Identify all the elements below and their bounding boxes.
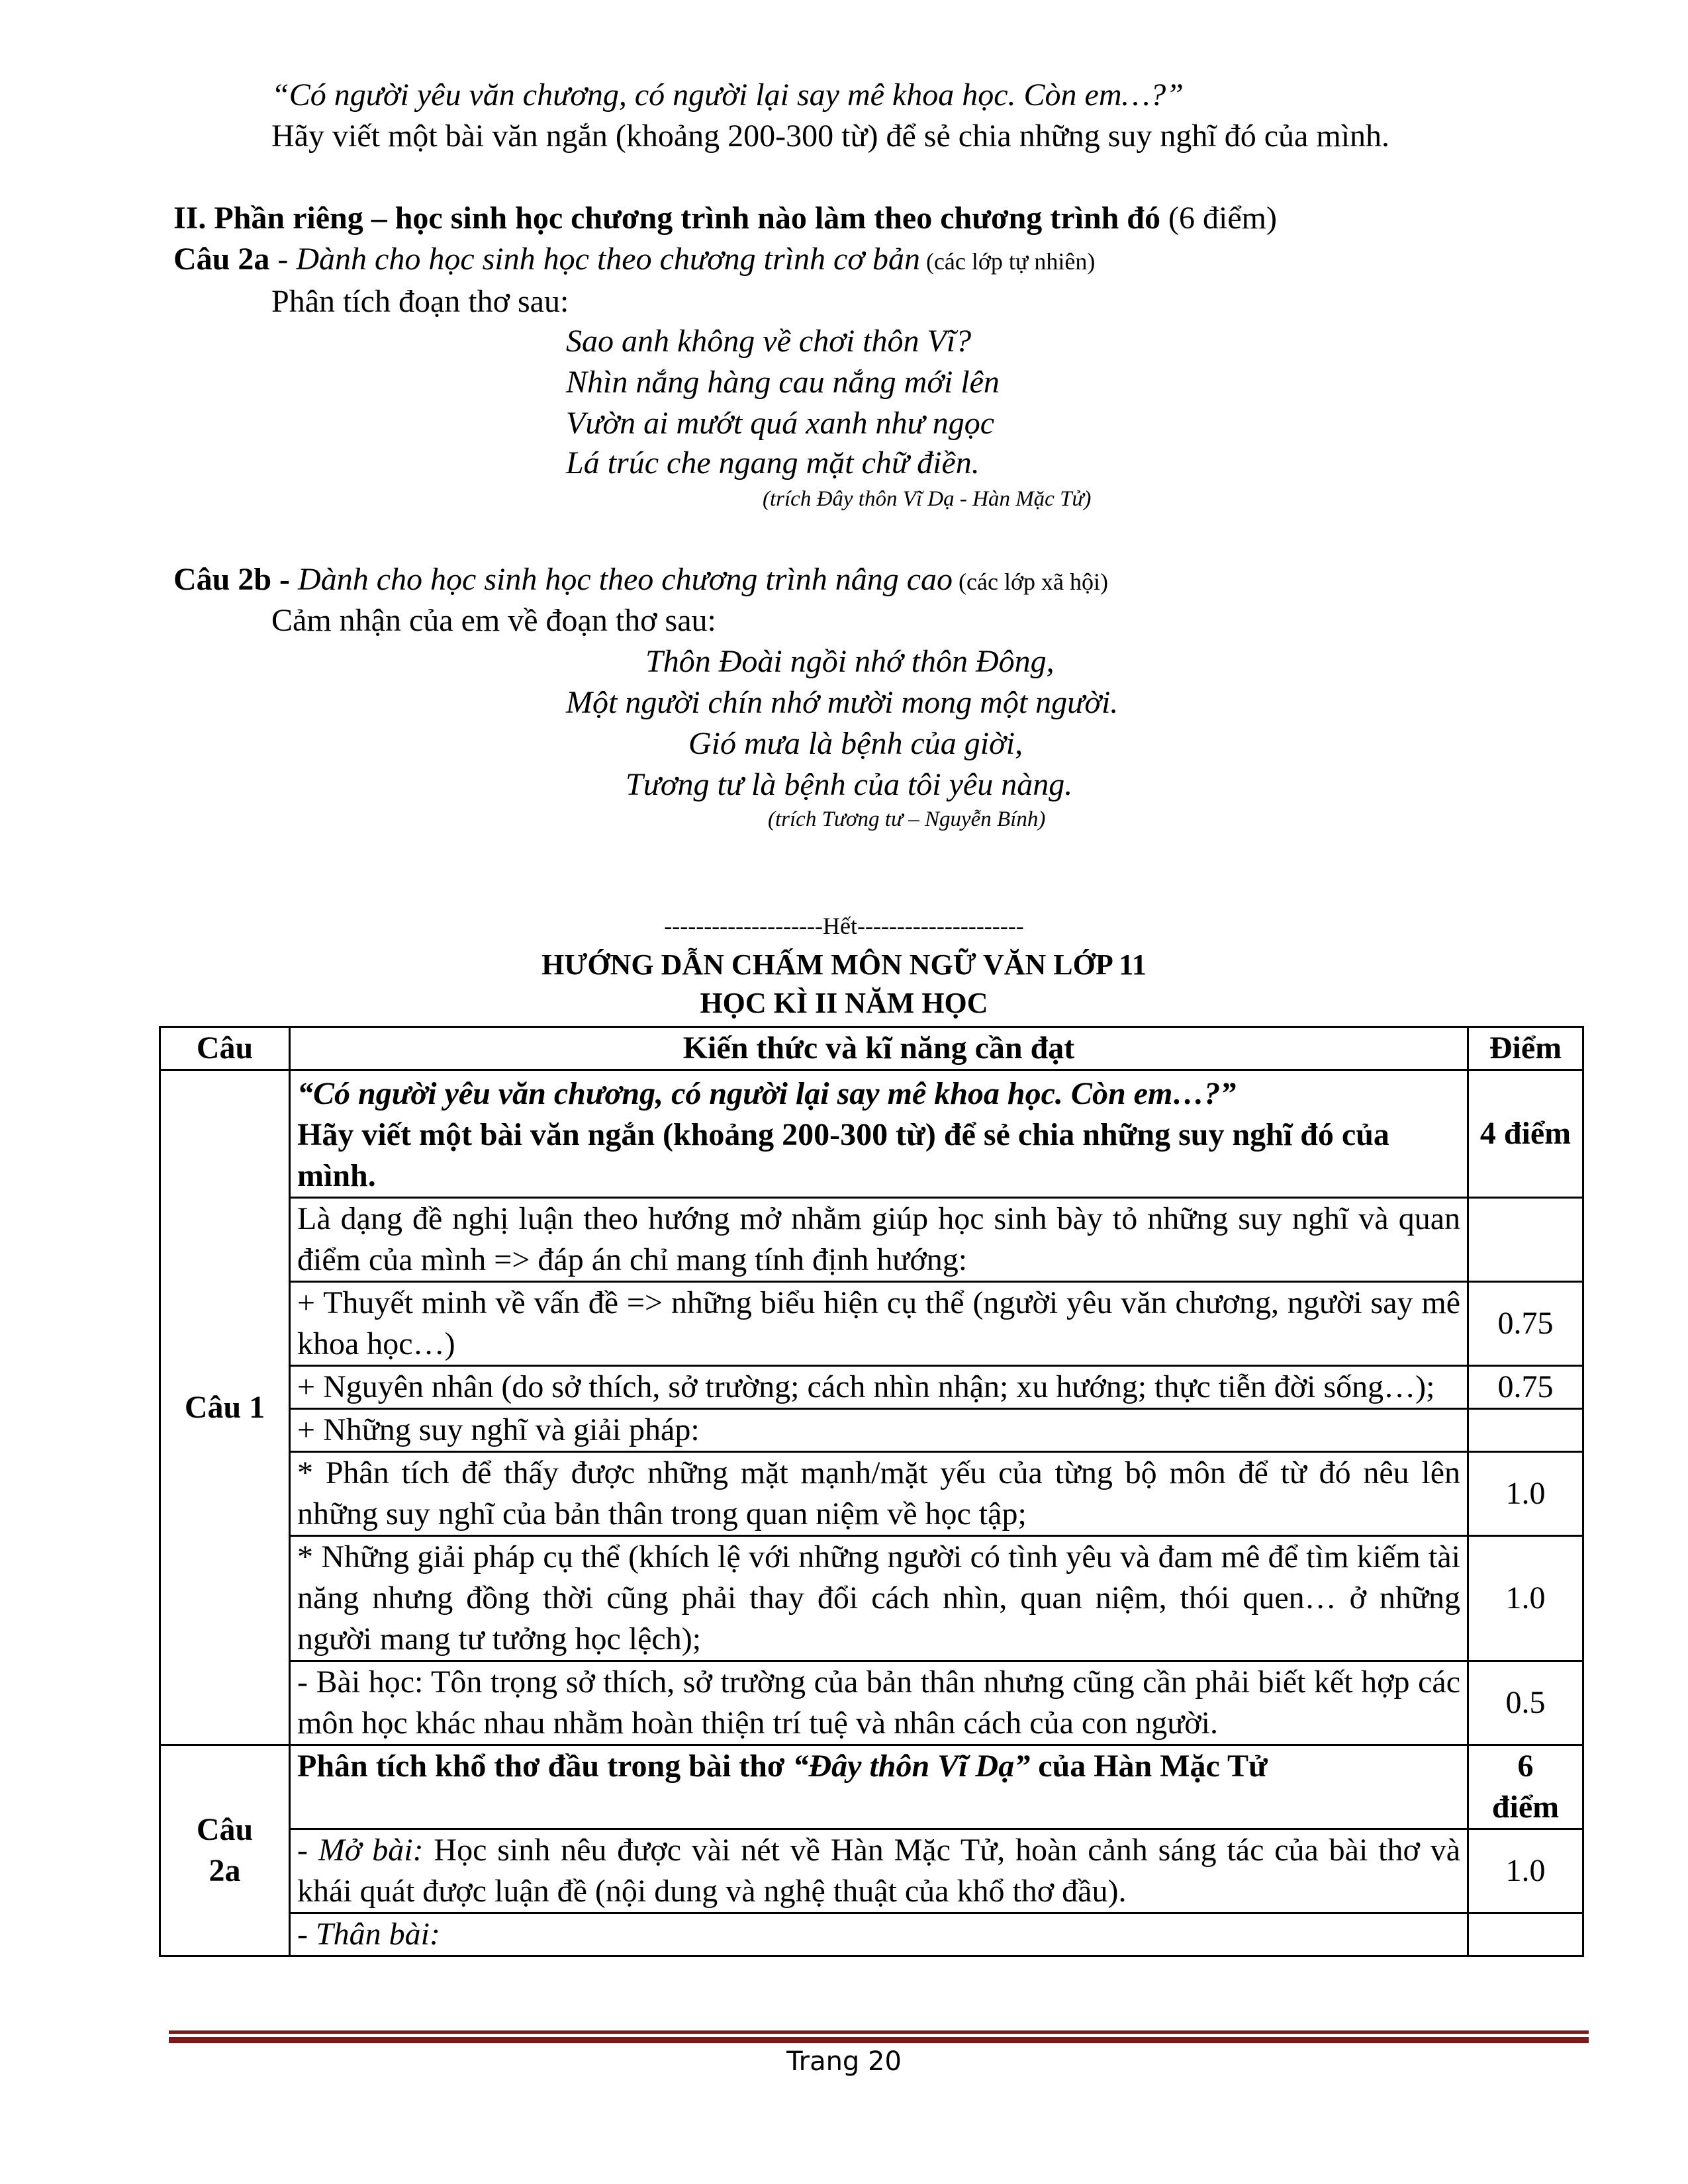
q2a-poem-line: Vườn ai mướt quá xanh như ngọc: [566, 406, 995, 441]
score-cell: 1.0: [1468, 1452, 1583, 1536]
score-cell: 1.0: [1468, 1536, 1583, 1661]
score-cell: [1468, 1198, 1583, 1282]
q2a-prompt-title: “Đây thôn Vĩ Dạ”: [792, 1749, 1031, 1784]
guide-title: HƯỚNG DẪN CHẤM MÔN NGỮ VĂN LỚP 11: [541, 948, 1147, 981]
q2a-poem-line: Sao anh không về chơi thôn Vĩ?: [566, 324, 972, 359]
q2a-prompt-post: của Hàn Mặc Tử: [1030, 1749, 1268, 1784]
q2a-source: (trích Đây thôn Vĩ Dạ - Hàn Mặc Tử): [763, 487, 1092, 511]
q2a-prompt-pre: Phân tích khổ thơ đầu trong bài thơ: [297, 1749, 793, 1784]
guide-subtitle: HỌC KÌ II NĂM HỌC: [700, 987, 988, 1019]
footer-rule: [169, 2037, 1589, 2043]
q2a-header: [173, 241, 1095, 277]
header-criteria: Kiến thức và kĩ năng cần đạt: [290, 1027, 1468, 1070]
score-cell: 1.0: [1468, 1829, 1583, 1913]
table-header-row: [160, 1027, 1583, 1070]
score-cell: 0.75: [1468, 1282, 1583, 1366]
q2a-note: (các lớp tự nhiên): [919, 248, 1096, 275]
q2b-poem-line: Tương tư là bệnh của tôi yêu nàng.: [626, 767, 1073, 802]
criteria-cell: * Phân tích để thấy được những mặt mạnh/mặt yếu của từng bộ môn để từ đó nêu lên những suy nghĩ của bản thân trong quan niệm về học tập;: [290, 1452, 1468, 1536]
q2b-desc: Dành cho học sinh học theo chương trình nâng cao: [298, 562, 953, 597]
q2b-source: (trích Tương tư – Nguyễn Bính): [768, 807, 1046, 831]
q2b-poem-line: Thôn Đoài ngồi nhớ thôn Đông,: [645, 644, 1055, 679]
score-cell: 0.75: [1468, 1366, 1583, 1409]
table-row: [160, 1198, 1583, 1282]
score-cell: 0.5: [1468, 1661, 1583, 1745]
part2-heading-text: II. Phần riêng – học sinh học chương trình nào làm theo chương trình đó: [173, 201, 1160, 236]
header-question: Câu: [160, 1027, 290, 1070]
q1-prompt-quote: “Có người yêu văn chương, có người lại say mê khoa học. Còn em…?”: [297, 1076, 1237, 1111]
intro-quote: “Có người yêu văn chương, có người lại say mê khoa học. Còn em…?”: [271, 77, 1184, 113]
table-row: [160, 1366, 1583, 1409]
footer-rule: [169, 2030, 1589, 2034]
table-row: [160, 1409, 1583, 1452]
criteria-cell: - Bài học: Tôn trọng sở thích, sở trường của bản thân nhưng cũng cần phải biết kết hợp các môn học khác nhau nhằm hoàn thiện trí tuệ và nhân cách của con người.: [290, 1661, 1468, 1745]
criteria-cell: * Những giải pháp cụ thể (khích lệ với những người có tình yêu và đam mê để tìm kiếm tài năng nhưng đồng thời cũng phải thay đổi cách nhìn, quan niệm, thói quen… ở những người mang tư tưởng học lệch);: [290, 1536, 1468, 1661]
q2b-header: [173, 561, 1108, 598]
q1-prompt-task: Hãy viết một bài văn ngắn (khoảng 200-300 từ) để sẻ chia những suy nghĩ đó của mình.: [297, 1117, 1389, 1193]
table-row: [160, 1452, 1583, 1536]
table-row: [160, 1536, 1583, 1661]
q2a-intro: [290, 1829, 1468, 1913]
q2a-row-label: Câu 2a: [160, 1745, 290, 1956]
table-row: [160, 1829, 1583, 1913]
q2b-poem-line: Gió mưa là bệnh của giời,: [688, 726, 1023, 761]
q2a-prompt: [290, 1745, 1468, 1829]
q1-label: Câu 1: [160, 1070, 290, 1745]
criteria-cell: + Thuyết minh về vấn đề => những biểu hiện cụ thể (người yêu văn chương, người say mê khoa học…): [290, 1282, 1468, 1366]
criteria-cell: + Nguyên nhân (do sở thích, sở trường; cách nhìn nhận; xu hướng; thực tiễn đời sống…);: [290, 1366, 1468, 1409]
q2a-label: Câu 2a: [173, 242, 270, 277]
q2b-note: (các lớp xã hội): [953, 569, 1108, 595]
q2a-instruction: Phân tích đoạn thơ sau:: [271, 284, 569, 319]
q2a-poem-line: Nhìn nắng hàng cau nắng mới lên: [566, 365, 1000, 400]
page-number: Trang 20: [786, 2046, 902, 2077]
table-row: [160, 1913, 1583, 1956]
q2b-label: Câu 2b -: [173, 562, 299, 597]
part2-heading: [173, 200, 1277, 236]
table-row: [160, 1070, 1583, 1198]
score-cell: [1468, 1409, 1583, 1452]
criteria-cell: Là dạng đề nghị luận theo hướng mở nhằm giúp học sinh bày tỏ những suy nghĩ và quan điểm của mình => đáp án chỉ mang tính định hướng:: [290, 1198, 1468, 1282]
table-row: [160, 1282, 1583, 1366]
q2b-instruction: Cảm nhận của em về đoạn thơ sau:: [271, 603, 716, 638]
q2a-desc: - Dành cho học sinh học theo chương trình cơ bản: [269, 242, 920, 277]
q2a-poem-line: Lá trúc che ngang mặt chữ điền.: [566, 445, 980, 480]
end-marker: --------------------Hết---------------------: [664, 913, 1024, 939]
q2a-body-label: - Thân bài:: [290, 1913, 1468, 1956]
q1-prompt: [290, 1070, 1468, 1198]
criteria-cell: + Những suy nghĩ và giải pháp:: [290, 1409, 1468, 1452]
q2a-intro-text: Học sinh nêu được vài nét về Hàn Mặc Tử, hoàn cảnh sáng tác của bài thơ và khái quát được luận đề (nội dung và nghệ thuật của khổ thơ đầu).: [297, 1833, 1461, 1909]
q2a-intro-label: - Mở bài:: [297, 1833, 424, 1868]
q2a-prompt-score: 6 điểm: [1468, 1745, 1583, 1829]
intro-task: Hãy viết một bài văn ngắn (khoảng 200-300 từ) để sẻ chia những suy nghĩ đó của mình.: [271, 118, 1390, 154]
score-cell: [1468, 1913, 1583, 1956]
table-row: [160, 1661, 1583, 1745]
header-score: Điểm: [1468, 1027, 1583, 1070]
rubric-table: [159, 1026, 1584, 1957]
q1-prompt-score: 4 điểm: [1468, 1070, 1583, 1198]
table-row: [160, 1745, 1583, 1829]
q2b-poem-line: Một người chín nhớ mười mong một người.: [566, 685, 1119, 720]
part2-points: (6 điểm): [1160, 201, 1277, 236]
